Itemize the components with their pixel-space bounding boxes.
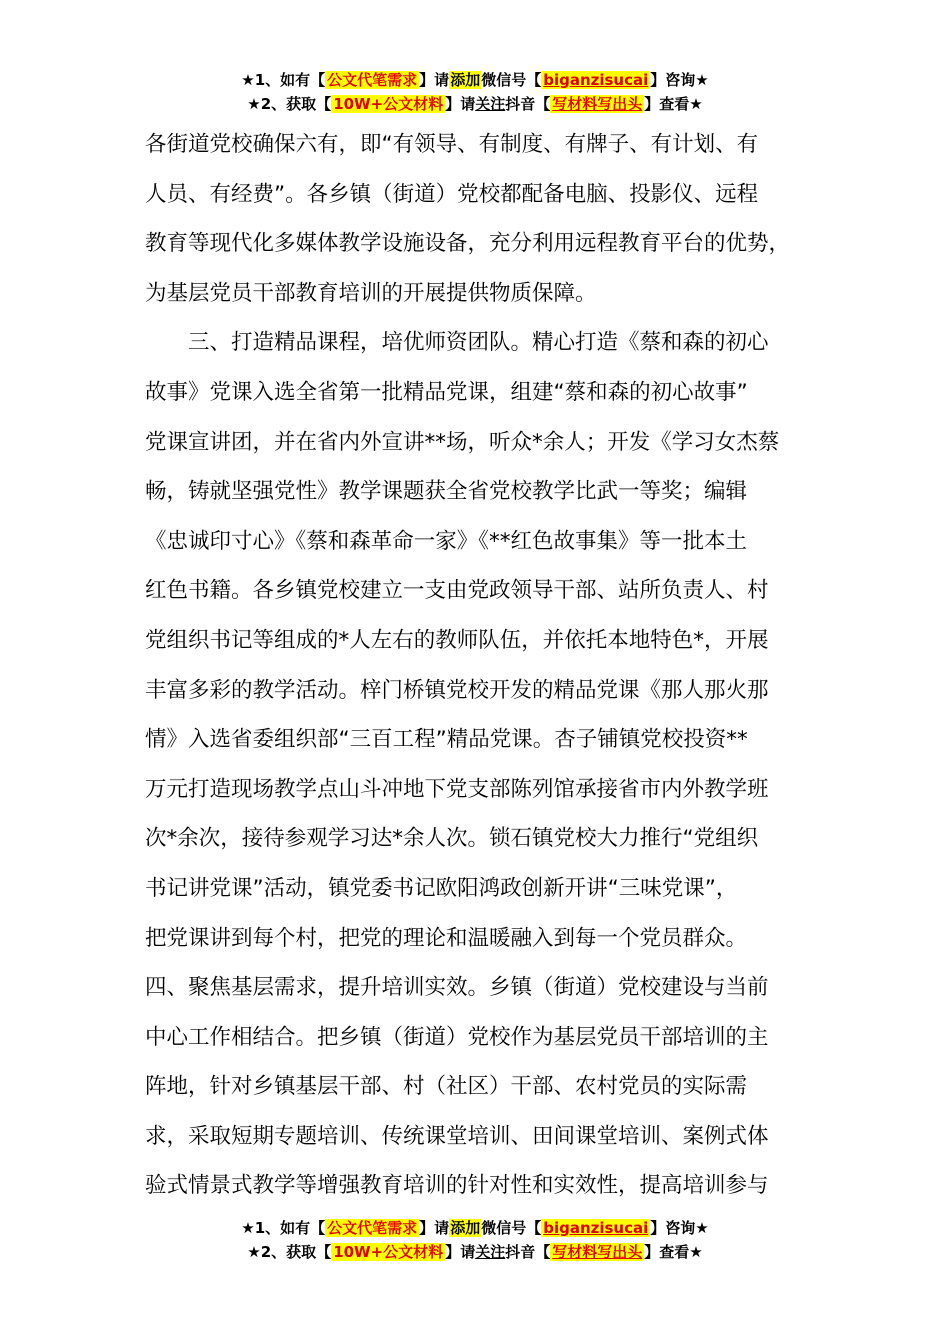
body-line: 党课宣讲团，并在省内外宣讲**场，听众*余人；开发《学习女杰蔡 bbox=[145, 429, 780, 455]
body-line: 中心工作相结合。把乡镇（街道）党校作为基层党员干部培训的主 bbox=[145, 1024, 769, 1050]
body-line: 次*余次，接待参观学习达*余人次。锁石镇党校大力推行“党组织 bbox=[145, 826, 759, 852]
body-line: 四、聚焦基层需求，提升培训实效。乡镇（街道）党校建设与当前 bbox=[145, 975, 769, 1001]
body-line: 为基层党员干部教育培训的开展提供物质保障。 bbox=[145, 280, 597, 306]
banner-highlight-douyin-id: 写材料写出头 bbox=[552, 1243, 643, 1261]
body-line: 书记讲党课”活动，镇党委书记欧阳鸿政创新开讲“三味党课”， bbox=[145, 875, 738, 901]
body-line: 丰富多彩的教学活动。梓门桥镇党校开发的精品党课《那人那火那 bbox=[145, 677, 769, 703]
body-line: 阵地，针对乡镇基层干部、村（社区）干部、农村党员的实际需 bbox=[145, 1074, 748, 1100]
body-line: 红色书籍。各乡镇党校建立一支由党政领导干部、站所负责人、村 bbox=[145, 578, 769, 604]
body-line: 各街道党校确保六有，即“有领导、有制度、有牌子、有计划、有 bbox=[145, 132, 759, 157]
banner-text: 】查看★ bbox=[644, 1243, 703, 1261]
banner-text: ★2、获取【 bbox=[247, 95, 332, 113]
body-line: 人员、有经费”。各乡镇（街道）党校都配备电脑、投影仪、远程 bbox=[145, 181, 759, 207]
banner-highlight: 公文代笔需求 bbox=[327, 1219, 418, 1237]
banner-text: 抖音【 bbox=[505, 1243, 551, 1261]
body-line: 畅，铸就坚强党性》教学课题获全省党校教学比武一等奖；编辑 bbox=[145, 479, 748, 505]
banner-highlight: 公文代笔需求 bbox=[327, 71, 418, 89]
body-line: 把党课讲到每个村，把党的理论和温暖融入到每一个党员群众。 bbox=[145, 925, 748, 951]
banner-highlight-douyin-id: 写材料写出头 bbox=[552, 95, 643, 113]
footer-banner bbox=[0, 1216, 950, 1264]
body-line: 情》入选省委组织部“三百工程”精品党课。杏子铺镇党校投资** bbox=[145, 727, 748, 753]
banner-text: 】查看★ bbox=[644, 95, 703, 113]
document-body bbox=[145, 120, 835, 1211]
banner-text: 微信号【 bbox=[481, 1219, 542, 1237]
banner-text: 微信号【 bbox=[481, 71, 542, 89]
banner-text: ★1、如有【 bbox=[241, 71, 326, 89]
banner-text: 】咨询★ bbox=[650, 71, 709, 89]
body-line: 教育等现代化多媒体教学设施设备，充分利用远程教育平台的优势， bbox=[145, 231, 791, 257]
banner-highlight-plain: 添加 bbox=[450, 1219, 481, 1237]
banner-line-2 bbox=[0, 92, 950, 116]
banner-highlight: 10W+公文材料 bbox=[333, 1243, 444, 1261]
banner-underlined: 关注 bbox=[475, 1243, 506, 1261]
body-line: 验式情景式教学等增强教育培训的针对性和实效性，提高培训参与 bbox=[145, 1173, 769, 1199]
banner-highlight-wechat-id: biganzisucai bbox=[543, 71, 649, 89]
body-line: 党组织书记等组成的*人左右的教师队伍，并依托本地特色*，开展 bbox=[145, 627, 769, 653]
body-line: 《忠诚印寸心》《蔡和森革命一家》《**红色故事集》等一批本土 bbox=[145, 528, 748, 554]
banner-line-2 bbox=[0, 1240, 950, 1264]
banner-text: ★1、如有【 bbox=[241, 1219, 326, 1237]
body-line: 三、打造精品课程，培优师资团队。精心打造《蔡和森的初心 bbox=[145, 330, 769, 356]
banner-highlight-plain: 添加 bbox=[450, 71, 481, 89]
body-line: 故事》党课入选全省第一批精品党课，组建“蔡和森的初心故事” bbox=[145, 379, 748, 405]
body-line: 求，采取短期专题培训、传统课堂培训、田间课堂培训、案例式体 bbox=[145, 1123, 769, 1149]
banner-line-1 bbox=[0, 68, 950, 92]
banner-text: 】请 bbox=[445, 95, 476, 113]
banner-highlight-wechat-id: biganzisucai bbox=[543, 1219, 649, 1237]
banner-text: 】请 bbox=[419, 1219, 450, 1237]
banner-text: 】请 bbox=[419, 71, 450, 89]
banner-text: ★2、获取【 bbox=[247, 1243, 332, 1261]
banner-line-1 bbox=[0, 1216, 950, 1240]
banner-highlight: 10W+公文材料 bbox=[333, 95, 444, 113]
banner-text: 】咨询★ bbox=[650, 1219, 709, 1237]
banner-text: 抖音【 bbox=[505, 95, 551, 113]
banner-underlined: 关注 bbox=[475, 95, 506, 113]
body-line: 万元打造现场教学点山斗冲地下党支部陈列馆承接省市内外教学班 bbox=[145, 776, 769, 802]
header-banner bbox=[0, 68, 950, 116]
banner-text: 】请 bbox=[445, 1243, 476, 1261]
